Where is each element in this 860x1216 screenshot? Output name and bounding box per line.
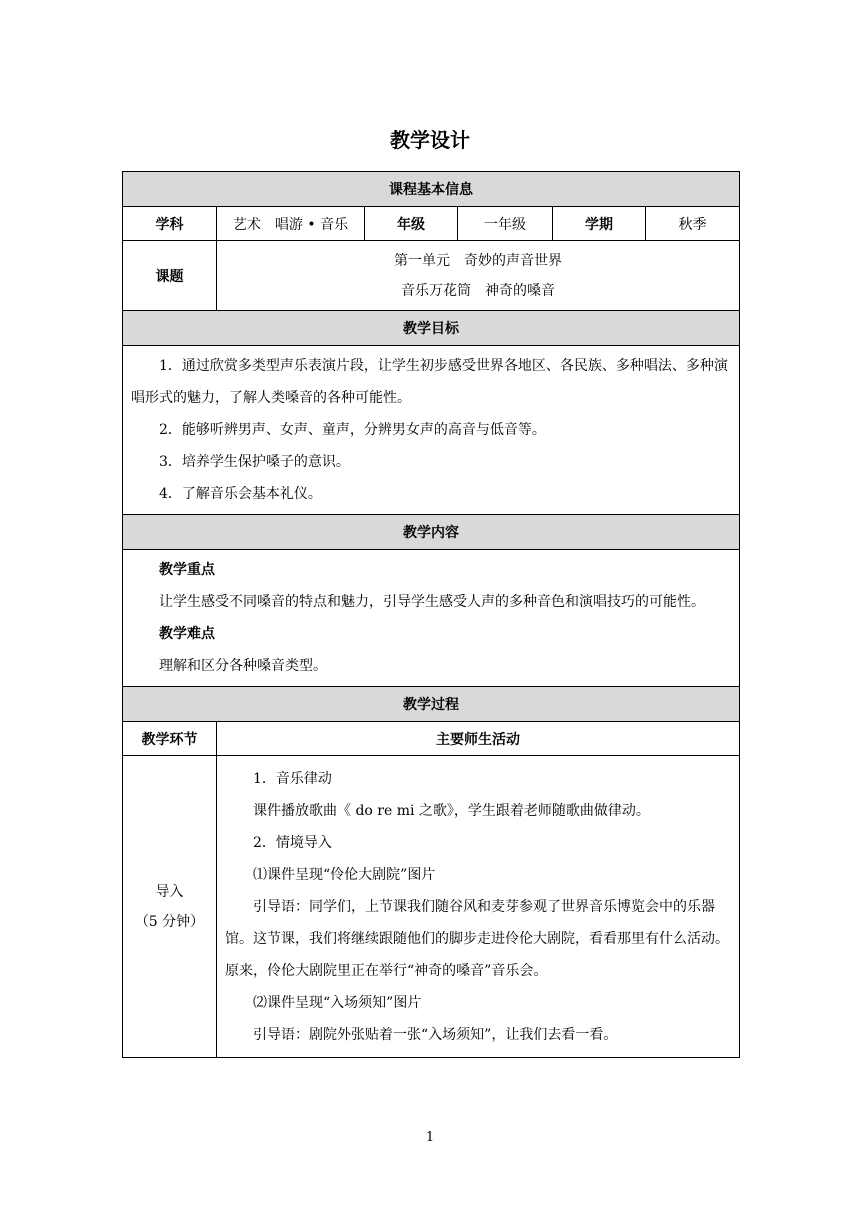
activity-line: 引导语：同学们，上节课我们随谷风和麦芽参观了世界音乐博览会中的乐器馆。这节课，我们将继续跟随他们的脚步走进伶伦大剧院，看看那里有什么活动。原来，伶伦大剧院里正在举行“神奇的嗓音”音乐会。 <box>225 898 729 979</box>
difficulty-label: 教学难点 <box>159 626 215 642</box>
content-header: 教学内容 <box>123 515 740 550</box>
subject-label: 学科 <box>123 207 217 241</box>
topic-line-2: 音乐万花筒 神奇的嗓音 <box>401 282 556 299</box>
objective-item: 3．培养学生保护嗓子的意识。 <box>159 454 350 470</box>
objectives-header: 教学目标 <box>123 311 740 346</box>
term-label: 学期 <box>553 207 646 241</box>
activity-line: 引导语：剧院外张贴着一张“入场须知”，让我们去看一看。 <box>253 1026 618 1043</box>
page-number: 1 <box>425 1130 435 1145</box>
process-header: 教学过程 <box>123 687 740 722</box>
activity-cell <box>217 756 740 1058</box>
basic-info-header: 课程基本信息 <box>123 172 740 207</box>
activity-line: 1．音乐律动 <box>253 770 332 787</box>
objective-item: 4．了解音乐会基本礼仪。 <box>159 486 322 502</box>
topic-line-1: 第一单元 奇妙的声音世界 <box>394 252 563 269</box>
topic-value <box>217 241 740 311</box>
objective-item: 2．能够听辨男声、女声、童声，分辨男女声的高音与低音等。 <box>159 422 546 438</box>
activity-line: 2．情境导入 <box>253 834 332 851</box>
stage-name: 导入 <box>155 883 184 900</box>
subject-value: 艺术 唱游 • 音乐 <box>217 207 365 241</box>
difficulty-text: 理解和区分各种嗓音类型。 <box>159 658 327 674</box>
activity-line: ⑴课件呈现“伶伦大剧院”图片 <box>253 866 436 883</box>
stage-column-header: 教学环节 <box>123 722 217 756</box>
key-points-text: 让学生感受不同嗓音的特点和魅力，引导学生感受人声的多种音色和演唱技巧的可能性。 <box>159 594 705 610</box>
stage-cell <box>123 756 217 1058</box>
stage-time: （5 分钟） <box>134 913 205 930</box>
key-points-label: 教学重点 <box>159 562 215 578</box>
activity-line: 课件播放歌曲《 do re mi 之歌》，学生跟着老师随歌曲做律动。 <box>253 802 650 819</box>
grade-value: 一年级 <box>458 207 553 241</box>
activity-column-header: 主要师生活动 <box>217 722 740 756</box>
lesson-plan-table <box>122 171 740 1058</box>
document-title: 教学设计 <box>390 128 470 152</box>
objectives-body <box>123 346 740 515</box>
objective-item: 1．通过欣赏多类型声乐表演片段，让学生初步感受世界各地区、各民族、多种唱法、多种演唱形式的魅力，了解人类嗓音的各种可能性。 <box>131 358 728 406</box>
topic-label: 课题 <box>123 241 217 311</box>
term-value: 秋季 <box>646 207 740 241</box>
content-body <box>123 550 740 687</box>
activity-line: ⑵课件呈现“入场须知”图片 <box>253 994 422 1011</box>
grade-label: 年级 <box>365 207 458 241</box>
